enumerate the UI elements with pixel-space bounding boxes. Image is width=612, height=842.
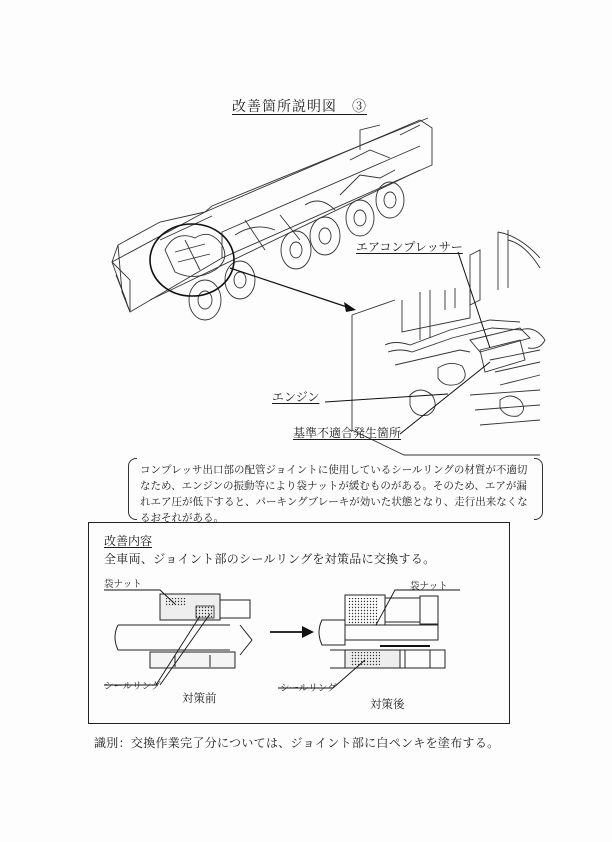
- page-title: 改善箇所説明図 ③: [232, 99, 367, 115]
- defect-description: コンプレッサ出口部の配管ジョイントに使用しているシールリングの材質が不適切なため、エンジンの振動等により袋ナットが緩むものがある。そのため、エアが漏れエア圧が低下すると、パーキングブレーキが効いた状態となり、走行出来なくなるおそれがある。: [140, 464, 528, 524]
- improvement-heading: 改善内容: [104, 534, 153, 548]
- after-caption: 対策後: [370, 697, 405, 711]
- improvement-body: 全車両、ジョイント部のシールリングを対策品に交換する。: [104, 552, 436, 566]
- before-caption: 対策前: [182, 691, 217, 705]
- identification-footnote: 識別：交換作業完了分については、ジョイント部に白ペンキを塗布する。: [94, 736, 500, 750]
- air-compressor-label: エアコンプレッサー: [356, 240, 463, 254]
- nonconformity-location-label: 基準不適合発生箇所: [293, 426, 402, 440]
- engine-label: エンジン: [272, 390, 320, 404]
- before-seal-ring-label: シールリング: [104, 681, 161, 692]
- after-cap-nut-label: 袋ナット: [410, 581, 448, 592]
- before-cap-nut-label: 袋ナット: [104, 579, 142, 590]
- after-seal-ring-label: シールリング: [280, 683, 337, 694]
